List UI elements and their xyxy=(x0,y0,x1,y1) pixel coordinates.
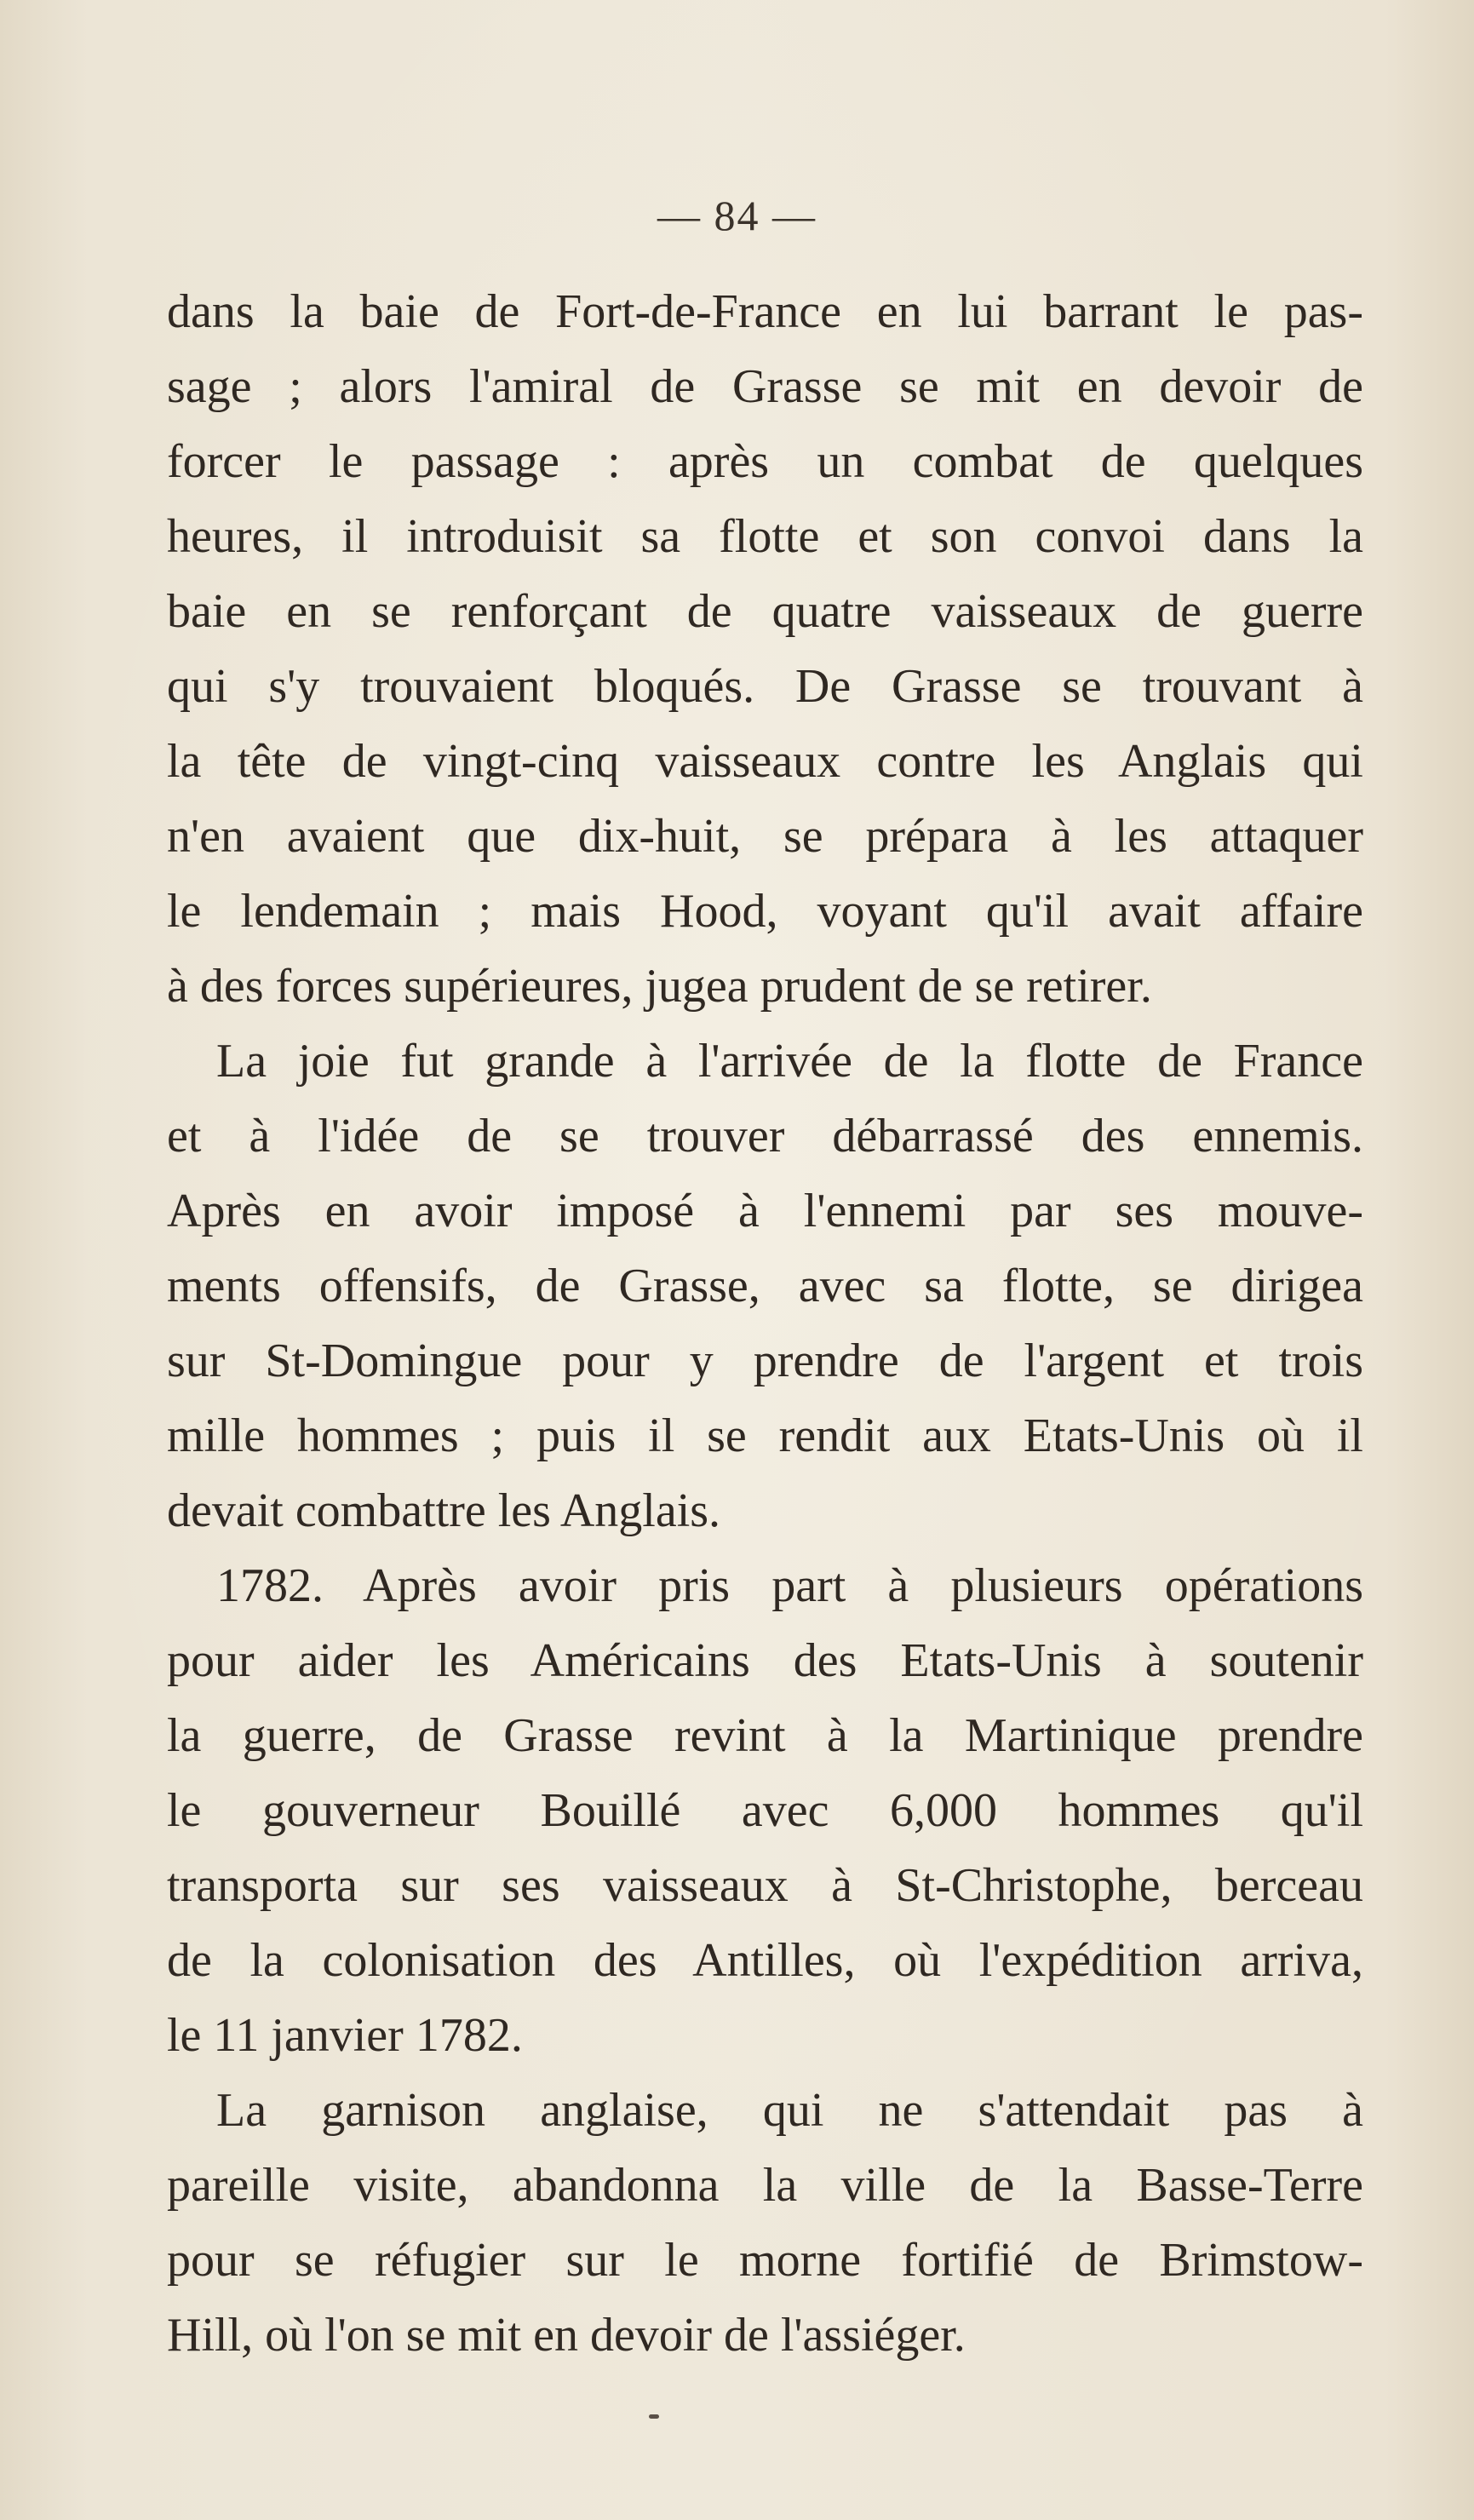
text-line: le gouverneur Bouillé avec 6,000 hommes qu'il xyxy=(167,1784,1363,1837)
text-line: la tête de vingt-cinq vaisseaux contre les Anglais qui xyxy=(167,735,1363,788)
text-line: pour se réfugier sur le morne fortifié de Brimstow- xyxy=(167,2234,1363,2287)
text-line: de la colonisation des Antilles, où l'expédition arriva, xyxy=(167,1934,1363,1987)
text-line: devait combattre les Anglais. xyxy=(167,1484,721,1537)
text-line: baie en se renforçant de quatre vaisseaux de guerre xyxy=(167,585,1363,638)
text-line: à des forces supérieures, jugea prudent de se retirer. xyxy=(167,960,1152,1013)
text-line: ments offensifs, de Grasse, avec sa flotte, se dirigea xyxy=(167,1260,1363,1312)
text-line: 1782. Après avoir pris part à plusieurs opérations xyxy=(216,1559,1363,1612)
page-number: — 84 — xyxy=(657,192,817,239)
text-line: le lendemain ; mais Hood, voyant qu'il avait affaire xyxy=(167,885,1363,938)
text-line: n'en avaient que dix-huit, se prépara à les attaquer xyxy=(167,810,1363,863)
text-line: le 11 janvier 1782. xyxy=(167,2009,523,2062)
text-line: sur St-Domingue pour y prendre de l'argent et trois xyxy=(167,1335,1363,1387)
text-line: et à l'idée de se trouver débarrassé des ennemis. xyxy=(167,1110,1363,1162)
paragraph xyxy=(167,1548,1363,2073)
text-line: pareille visite, abandonna la ville de la Basse-Terre xyxy=(167,2159,1363,2212)
text-line: sage ; alors l'amiral de Grasse se mit en devoir de xyxy=(167,360,1363,413)
text-line: heures, il introduisit sa flotte et son convoi dans la xyxy=(167,510,1363,563)
text-line: Après en avoir imposé à l'ennemi par ses mouve- xyxy=(167,1185,1363,1237)
text-line: qui s'y trouvaient bloqués. De Grasse se trouvant à xyxy=(167,660,1363,713)
paragraph xyxy=(167,274,1363,1024)
paragraph xyxy=(167,2073,1363,2373)
text-line: transporta sur ses vaisseaux à St-Christophe, berceau xyxy=(167,1859,1363,1912)
text-line: La garnison anglaise, qui ne s'attendait pas à xyxy=(216,2084,1363,2137)
text-line: forcer le passage : après un combat de quelques xyxy=(167,435,1363,488)
text-line: dans la baie de Fort-de-France en lui barrant le pas- xyxy=(167,285,1363,338)
ink-speck xyxy=(649,2414,659,2419)
text-line: La joie fut grande à l'arrivée de la flotte de France xyxy=(216,1035,1363,1088)
text-line: Hill, où l'on se mit en devoir de l'assiéger. xyxy=(167,2309,966,2362)
text-line: mille hommes ; puis il se rendit aux Etats-Unis où il xyxy=(167,1409,1363,1462)
text-line: la guerre, de Grasse revint à la Martinique prendre xyxy=(167,1709,1363,1762)
paragraph xyxy=(167,1024,1363,1548)
text-line: pour aider les Américains des Etats-Unis à soutenir xyxy=(167,1634,1363,1687)
body-text xyxy=(167,274,1363,2373)
